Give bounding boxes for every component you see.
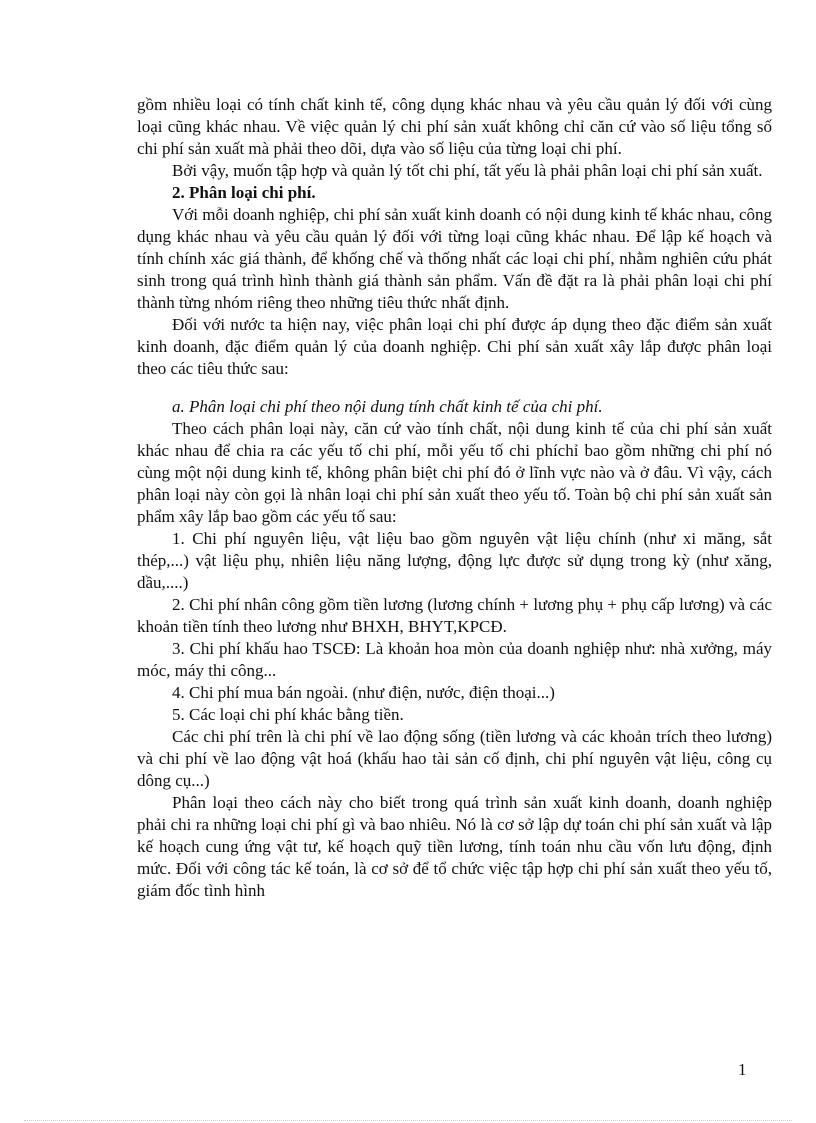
document-body bbox=[137, 94, 772, 902]
page-bottom-divider bbox=[24, 1120, 792, 1121]
paragraph-continuation: gồm nhiều loại có tính chất kinh tế, công dụng khác nhau và yêu cầu quản lý đối với cùng loại cũng khác nhau. Về việc quản lý chi phí sản xuất không chỉ căn cứ vào số liệu tổng số chi phí sản xuất mà phải theo dõi, dựa vào số liệu của từng loại chi phí. bbox=[137, 95, 772, 158]
paragraph: Bởi vậy, muốn tập hợp và quản lý tốt chi phí, tất yếu là phải phân loại chi phí sản xuất. bbox=[172, 161, 763, 180]
list-item: 4. Chi phí mua bán ngoài. (như điện, nước, điện thoại...) bbox=[172, 683, 555, 702]
paragraph: Với mỗi doanh nghiệp, chi phí sản xuất kinh doanh có nội dung kinh tế khác nhau, công dụng khác nhau và yêu cầu quản lý đối với từng loại cũng khác nhau. Để lập kế hoạch và tính chính xác giá thành, để khống chế và thống nhất các loại chi phí, nhằm nghiên cứu phát sinh trong quá trình hình thành giá thành sản phẩm. Vấn đề đặt ra là phải phân loại chi phí thành từng nhóm riêng theo những tiêu thức nhất định. bbox=[137, 205, 772, 312]
subsection-heading: a. Phân loại chi phí theo nội dung tính chất kinh tế của chi phí. bbox=[172, 397, 603, 416]
list-item: 3. Chi phí khấu hao TSCĐ: Là khoản hoa mòn của doanh nghiệp như: nhà xưởng, máy móc, máy thi công... bbox=[137, 639, 772, 680]
list-item: 5. Các loại chi phí khác bằng tiền. bbox=[172, 705, 404, 724]
list-item: 2. Chi phí nhân công gồm tiền lương (lương chính + lương phụ + phụ cấp lương) và các khoản tiền tính theo lương như BHXH, BHYT,KPCĐ. bbox=[137, 595, 772, 636]
list-item: 1. Chi phí nguyên liệu, vật liệu bao gồm nguyên vật liệu chính (như xi măng, sắt thép,...) vật liệu phụ, nhiên liệu năng lượng, động lực được sử dụng trong kỳ (như xăng, dầu,....) bbox=[137, 529, 772, 592]
paragraph: Đối với nước ta hiện nay, việc phân loại chi phí được áp dụng theo đặc điểm sản xuất kinh doanh, đặc điểm quản lý của doanh nghiệp. Chi phí sản xuất xây lắp được phân loại theo các tiêu thức sau: bbox=[137, 315, 772, 378]
section-heading: 2. Phân loại chi phí. bbox=[172, 183, 316, 202]
paragraph: Các chi phí trên là chi phí về lao động sống (tiền lương và các khoản trích theo lương) và chi phí về lao động vật hoá (khấu hao tài sản cố định, chi phí nguyên vật liệu, công cụ dông cụ...) bbox=[137, 727, 772, 790]
paragraph: Phân loại theo cách này cho biết trong quá trình sản xuất kinh doanh, doanh nghiệp phải chi ra những loại chi phí gì và bao nhiêu. Nó là cơ sở lập dự toán chi phí sản xuất và lập kế hoạch cung ứng vật tư, kế hoạch quỹ tiền lương, tính toán nhu cầu vốn lưu động, định mức. Đối với công tác kế toán, là cơ sở để tổ chức việc tập hợp chi phí sản xuất theo yếu tố, giám đốc tình hình bbox=[137, 793, 772, 900]
paragraph: Theo cách phân loại này, căn cứ vào tính chất, nội dung kinh tế của chi phí sản xuất khác nhau để chia ra các yếu tố chi phí, mỗi yếu tố chi phíchỉ bao gồm những chi phí nó cùng một nội dung kinh tế, không phân biệt chi phí đó ở lĩnh vực nào và ở đâu. Vì vậy, cách phân loại này còn gọi là nhân loại chi phí sản xuất theo yếu tố. Toàn bộ chi phí sản xuất sản phẩm xây lắp bao gồm các yếu tố sau: bbox=[137, 419, 772, 526]
page-number: 1 bbox=[738, 1060, 747, 1079]
